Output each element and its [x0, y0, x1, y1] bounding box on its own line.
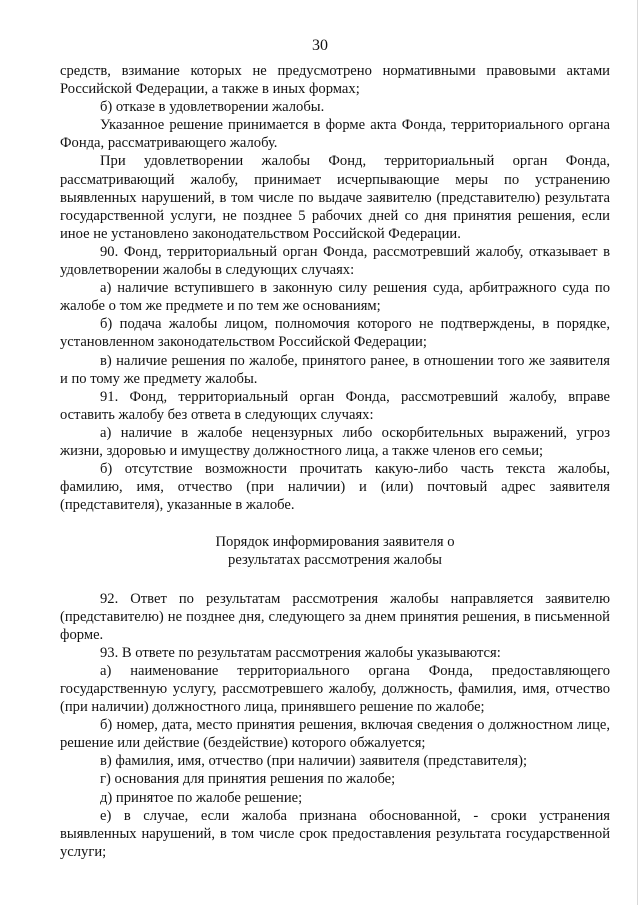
paragraph-93: 93. В ответе по результатам рассмотрения жалобы указываются:: [100, 644, 501, 661]
paragraph-92: 92. Ответ по результатам рассмотрения жалобы направляется заявителю (представителю) не позднее дня, следующего за днем принятия решения, в письменной форме.: [60, 590, 610, 643]
paragraph-decision-form: Указанное решение принимается в форме акта Фонда, территориального органа Фонда, рассматривающего жалобу.: [60, 117, 610, 152]
paragraph-93-item-a: а) наименование территориального органа Фонда, предоставляющего государственную услугу, рассмотревшего жалобу, должность, фамилия, имя, отчество (при наличии) должностного лица, принявшего решение по жалобе;: [60, 662, 610, 716]
paragraph-90-item-b: б) подача жалобы лицом, полномочия которого не подтверждены, в порядке, установленном законодательством Российской Федерации;: [60, 316, 610, 351]
paragraph-93-item-c: в) фамилия, имя, отчество (при наличии) заявителя (представителя);: [100, 753, 527, 770]
paragraph-93-item-d: г) основания для принятия решения по жалобе;: [100, 771, 396, 788]
paragraph-93-item-e: д) принятое по жалобе решение;: [100, 789, 303, 806]
paragraph-continuation: средств, взимание которых не предусмотрено нормативными правовыми актами Российской Федерации, а также в иных формах;: [60, 63, 610, 98]
paragraph-93-item-f: е) в случае, если жалоба признана обоснованной, - сроки устранения выявленных нарушений, в том числе срок предоставления результата государственной услуги;: [60, 807, 610, 860]
page-edge-divider: [637, 0, 638, 905]
paragraph-90-item-c: в) наличие решения по жалобе, принятого ранее, в отношении того же заявителя и по тому же предмету жалобы.: [60, 352, 610, 387]
paragraph-90: 90. Фонд, территориальный орган Фонда, рассмотревший жалобу, отказывает в удовлетворении жалобы в следующих случаях:: [60, 243, 610, 279]
section-heading-line-2: результатах рассмотрения жалобы: [228, 552, 442, 569]
section-heading: [60, 533, 610, 569]
paragraph-93-item-b: б) номер, дата, место принятия решения, включая сведения о должностном лице, решение или действие (бездействие) которого обжалуется;: [60, 717, 610, 752]
page-number: 30: [312, 37, 328, 54]
paragraph-90-item-a: а) наличие вступившего в законную силу решения суда, арбитражного суда по жалобе о том же предмете и по тем же основаниям;: [60, 280, 610, 315]
document-body: [60, 62, 610, 861]
paragraph-satisfaction-measures: При удовлетворении жалобы Фонд, территориальный орган Фонда, рассматривающий жалобу, принимает исчерпывающие меры по устранению выявленных нарушений, в том числе по выдаче заявителю (представителю) результата государственной услуги, не позднее 5 рабочих дней со дня принятия решения, если иное не установлено законодательством Российской Федерации.: [60, 153, 610, 242]
paragraph-refusal-item-b: б) отказе в удовлетворении жалобы.: [100, 99, 325, 116]
paragraph-91: 91. Фонд, территориальный орган Фонда, рассмотревший жалобу, вправе оставить жалобу без ответа в следующих случаях:: [60, 388, 610, 423]
section-heading-line-1: Порядок информирования заявителя о: [215, 534, 455, 551]
paragraph-91-item-b: б) отсутствие возможности прочитать какую-либо часть текста жалобы, фамилию, имя, отчество (при наличии) и (или) почтовый адрес заявителя (представителя), указанные в жалобе.: [60, 461, 610, 514]
paragraph-91-item-a: а) наличие в жалобе нецензурных либо оскорбительных выражений, угроз жизни, здоровью и имуществу должностного лица, а также членов его семьи;: [60, 424, 610, 459]
